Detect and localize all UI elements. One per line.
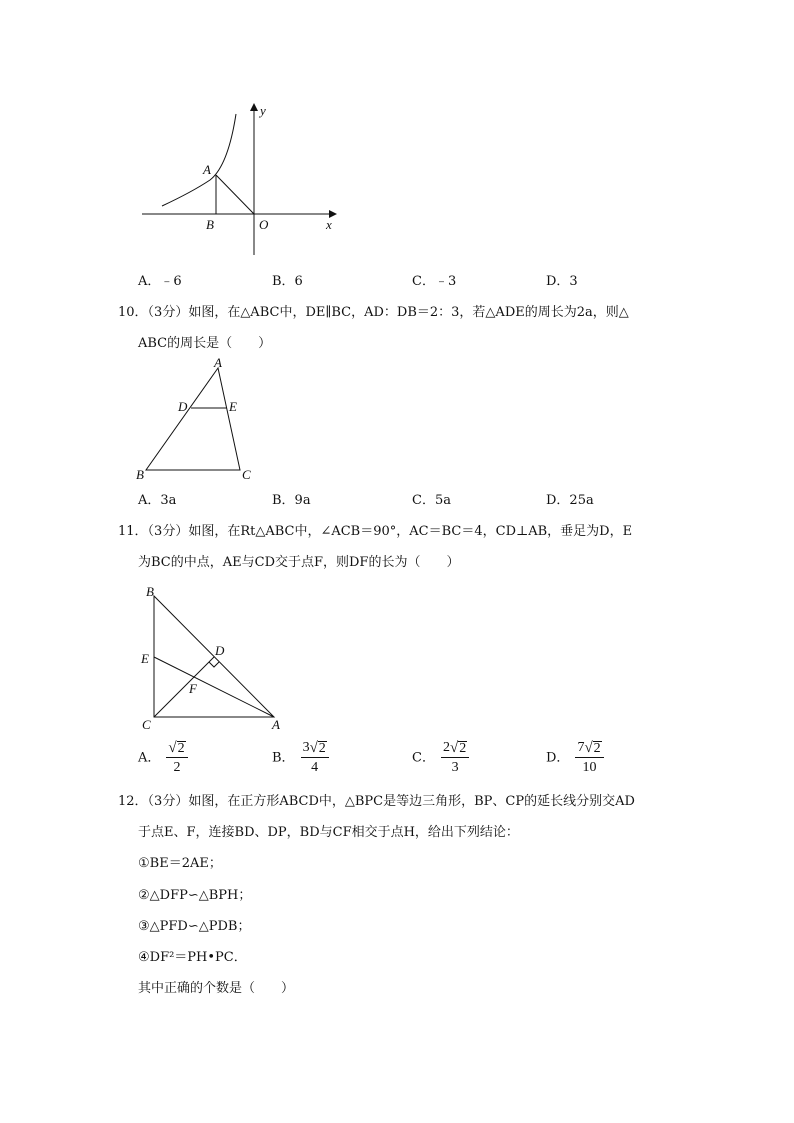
q10-option-d: D．25a — [546, 493, 594, 508]
sqrt-icon: √ — [584, 740, 593, 756]
q10-option-c: C．5a — [412, 493, 451, 508]
q12-conclusion-2: ②△DFP∽△BPH； — [138, 888, 252, 903]
label-c: C — [242, 467, 251, 482]
q9-option-b: B．6 — [272, 274, 303, 289]
q10-option-b: B．9a — [272, 493, 311, 508]
q12-conclusion-3: ③△PFD∽△PDB； — [138, 919, 251, 934]
label-d: D — [215, 643, 225, 658]
option-fraction — [441, 740, 469, 776]
label-a: A — [203, 162, 211, 177]
option-fraction — [301, 740, 329, 776]
q10-figure — [130, 352, 270, 484]
q11-option-c — [412, 740, 469, 776]
label-a: A — [214, 355, 222, 370]
coef: 7 — [577, 740, 585, 755]
coef: 3 — [302, 740, 310, 755]
label-f: F — [189, 681, 197, 696]
sqrt-icon: √ — [449, 740, 459, 756]
q12-conclusion-1: ①BE＝2AE； — [138, 856, 222, 871]
q9-option-a: A．﹣6 — [138, 274, 182, 289]
option-label: B． — [272, 750, 295, 766]
coef: 2 — [442, 740, 450, 755]
q9-option-c: C．﹣3 — [412, 274, 457, 289]
radicand: 2 — [459, 741, 467, 756]
q10-stem-line1: 10．（3分）如图，在△ABC中，DE∥BC，AD：DB＝2：3，若△ADE的周长为2a，则△ — [118, 305, 629, 320]
label-b: B — [206, 217, 214, 232]
denominator: 4 — [311, 760, 319, 775]
label-b: B — [136, 467, 144, 482]
label-e: E — [141, 651, 149, 666]
radicand: 2 — [593, 741, 601, 756]
hyperbola-curve — [162, 114, 236, 206]
right-angle-mark — [209, 662, 219, 667]
q9-figure — [130, 100, 350, 260]
q9-option-d: D．3 — [546, 274, 578, 289]
q11-stem-line1: 11．（3分）如图，在Rt△ABC中，∠ACB＝90°，AC＝BC＝4，CD⊥AB，垂足为D，E — [118, 524, 633, 539]
label-c: C — [142, 717, 151, 732]
label-b: B — [146, 584, 154, 599]
q11-option-b — [272, 740, 329, 776]
segment-cd — [154, 657, 214, 717]
q11-option-d — [546, 740, 604, 776]
option-label: D． — [546, 750, 570, 766]
denominator: 2 — [173, 760, 181, 775]
q11-figure — [136, 580, 296, 732]
option-label: C． — [412, 750, 435, 766]
option-fraction — [166, 740, 187, 776]
radicand: 2 — [177, 741, 185, 756]
label-x: x — [326, 217, 332, 232]
label-a: A — [272, 717, 280, 732]
sqrt-icon: √ — [309, 740, 318, 756]
q10-option-a: A．3a — [138, 493, 177, 508]
segment-ao — [216, 175, 254, 214]
y-axis-arrow-icon — [250, 103, 258, 111]
label-e: E — [229, 399, 237, 414]
q12-conclusion-4: ④DF²＝PH•PC． — [138, 950, 247, 965]
option-label: A． — [138, 750, 161, 766]
q11-stem-line2: 为BC的中点，AE与CD交于点F，则DF的长为（ ） — [138, 555, 460, 570]
q12-stem-line2: 于点E、F，连接BD、DP，BD与CF相交于点H，给出下列结论： — [138, 825, 519, 840]
label-d: D — [178, 399, 188, 414]
radicand: 2 — [318, 741, 326, 756]
denominator: 3 — [451, 760, 459, 775]
label-o: O — [259, 217, 269, 232]
segment-ae — [154, 657, 274, 717]
label-y: y — [260, 103, 266, 118]
q11-option-a — [138, 740, 188, 776]
q12-ask: 其中正确的个数是（ ） — [138, 981, 295, 996]
q12-stem-line1: 12．（3分）如图，在正方形ABCD中，△BPC是等边三角形，BP、CP的延长线分别交AD — [118, 794, 635, 809]
option-fraction — [575, 740, 603, 776]
triangle-abc — [146, 368, 240, 470]
q10-stem-line2: ABC的周长是（ ） — [138, 336, 272, 351]
denominator: 10 — [582, 760, 597, 775]
sqrt-icon: √ — [168, 740, 177, 756]
